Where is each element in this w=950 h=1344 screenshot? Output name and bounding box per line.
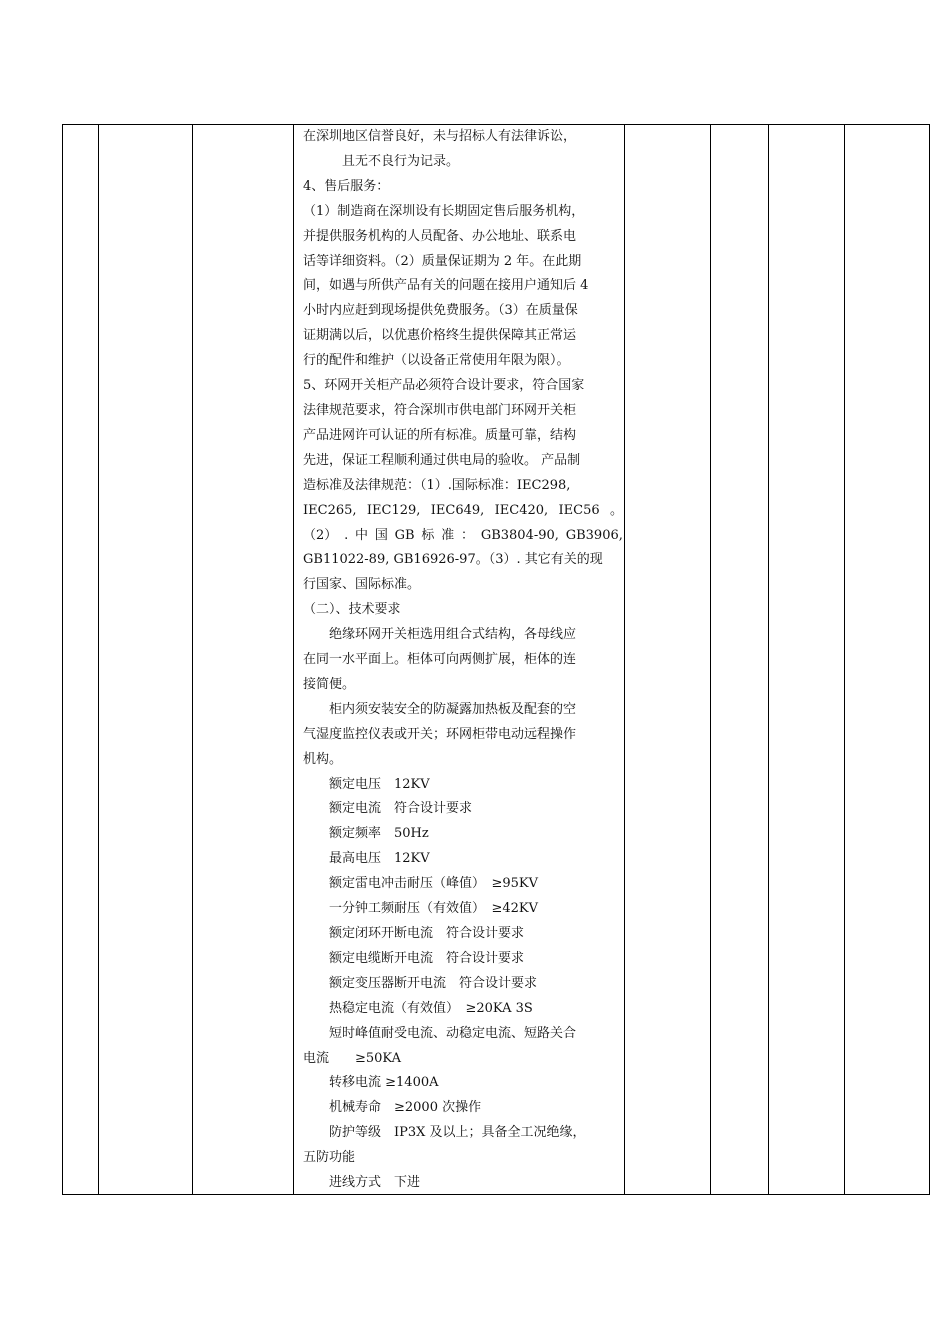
requirement-line: 间，如遇与所供产品有关的问题在接用户通知后 4 <box>303 278 589 294</box>
requirements-cell <box>303 125 623 1196</box>
requirement-line: 一分钟工频耐压（有效值） ≥42KV <box>329 901 539 917</box>
requirement-line: 进线方式 下进 <box>329 1175 421 1191</box>
requirement-word: 国 <box>374 527 388 543</box>
requirement-line: 在深圳地区信誉良好，未与招标人有法律诉讼， <box>303 129 577 144</box>
requirement-word: IEC265, <box>303 502 357 518</box>
requirement-line: 额定雷电冲击耐压（峰值） ≥95KV <box>329 876 539 892</box>
requirement-line: 额定电缆断开电流 符合设计要求 <box>329 950 525 966</box>
requirement-line: （二）、技术要求 <box>303 602 401 618</box>
requirement-word: 标 <box>421 527 435 543</box>
requirement-line: 气湿度监控仪表或开关；环网柜带电动远程操作 <box>303 726 577 742</box>
requirement-word: . <box>344 527 349 543</box>
table-column-divider <box>98 125 99 1194</box>
table-column-divider <box>624 125 625 1194</box>
requirement-line: 最高电压 12KV <box>329 851 430 867</box>
requirement-word: IEC56 <box>558 502 600 518</box>
requirement-word: IEC649, <box>430 502 485 518</box>
bid-spec-table <box>62 124 930 1195</box>
requirement-line: 绝缘环网开关柜选用组合式结构，各母线应 <box>329 627 577 643</box>
requirement-line: 额定闭环开断电流 符合设计要求 <box>329 926 525 941</box>
requirement-word: IEC420, <box>494 502 549 518</box>
requirement-line <box>303 499 623 524</box>
requirement-line: 柜内须安装安全的防凝露加热板及配套的空 <box>329 701 577 717</box>
requirement-line: 4、售后服务： <box>303 178 390 194</box>
requirement-line: 行的配件和维护（以设备正常使用年限为限）。 <box>303 353 570 369</box>
table-column-divider <box>844 125 845 1194</box>
requirement-line: 造标准及法律规范：（1）.国际标准：IEC298, <box>303 477 571 493</box>
requirement-line: 机械寿命 ≥2000 次操作 <box>329 1100 482 1116</box>
requirement-line: 热稳定电流（有效值） ≥20KA 3S <box>329 1000 533 1016</box>
table-column-divider <box>192 125 193 1194</box>
requirement-word: 。 <box>609 502 623 518</box>
requirement-line: 在同一水平面上。柜体可向两侧扩展，柜体的连 <box>303 652 577 668</box>
requirement-line: 证期满以后，以优惠价格终生提供保障其正常运 <box>303 328 577 344</box>
requirement-line: 且无不良行为记录。 <box>342 153 460 169</box>
requirement-word: 中 <box>355 527 369 543</box>
requirement-line: 并提供服务机构的人员配备、办公地址、联系电 <box>303 228 577 244</box>
requirement-line: GB11022-89, GB16926-97。（3）. 其它有关的现 <box>303 552 603 568</box>
requirement-line: 话等详细资料。（2）质量保证期为 2 年。在此期 <box>303 253 582 269</box>
table-column-divider <box>293 125 294 1194</box>
requirement-line: 先进，保证工程顺利通过供电局的验收。 产品制 <box>303 452 581 468</box>
requirement-line: 接简便。 <box>303 676 356 692</box>
requirement-line: 五防功能 <box>303 1150 356 1166</box>
requirement-word: ： <box>461 527 475 543</box>
requirement-line: 产品进网许可认证的所有标准。质量可靠，结构 <box>303 427 577 443</box>
table-column-divider <box>710 125 711 1194</box>
requirement-line: 行国家、国际标准。 <box>303 577 421 593</box>
requirement-line: 5、环网开关柜产品必须符合设计要求，符合国家 <box>303 378 585 394</box>
requirement-word: （2） <box>303 527 338 543</box>
requirement-line: 电流 ≥50KA <box>303 1050 402 1066</box>
requirement-line: 法律规范要求，符合深圳市供电部门环网开关柜 <box>303 402 577 418</box>
table-column-divider <box>768 125 769 1194</box>
requirement-line: 短时峰值耐受电流、动稳定电流、短路关合 <box>329 1025 577 1041</box>
requirement-line: 额定频率 50Hz <box>329 826 429 842</box>
requirement-line: 小时内应赶到现场提供免费服务。（3）在质量保 <box>303 303 578 319</box>
requirement-word: GB3804-90, <box>480 527 559 543</box>
requirement-line: 防护等级 IP3X 及以上；具备全工况绝缘， <box>329 1125 586 1141</box>
requirement-line: 额定变压器断开电流 符合设计要求 <box>329 975 538 991</box>
requirement-line: 转移电流 ≥1400A <box>329 1075 439 1091</box>
requirement-line: 额定电压 12KV <box>329 776 430 792</box>
requirement-line: 额定电流 符合设计要求 <box>329 801 473 817</box>
requirement-word: IEC129, <box>366 502 421 518</box>
requirement-word: GB3906, <box>565 527 623 543</box>
requirement-line: 机构。 <box>303 751 343 767</box>
requirement-line: （1）制造商在深圳设有长期固定售后服务机构， <box>303 203 585 219</box>
requirement-word: 准 <box>441 527 455 543</box>
requirement-word: GB <box>394 527 415 543</box>
requirement-line <box>303 524 623 549</box>
